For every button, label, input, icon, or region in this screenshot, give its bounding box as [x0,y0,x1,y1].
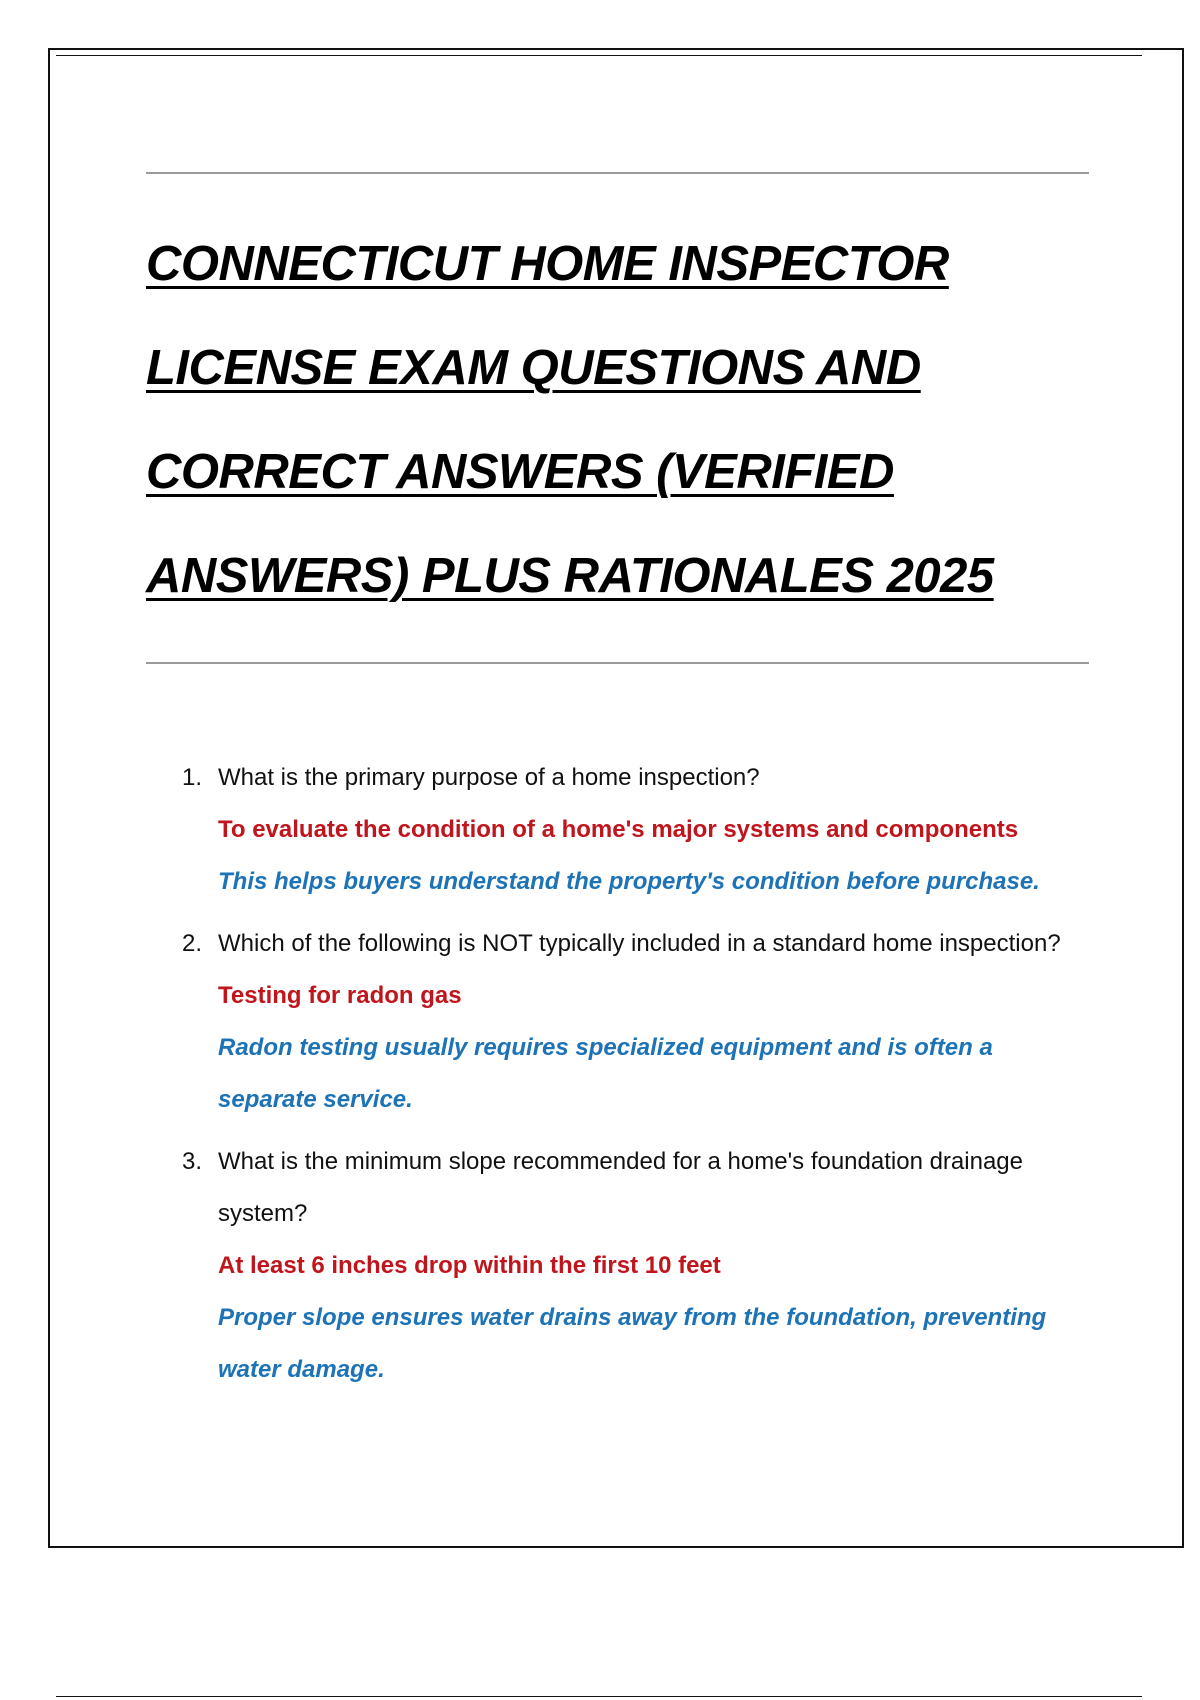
title-top-divider [146,172,1089,174]
title-line: CONNECTICUT HOME INSPECTOR [146,237,949,291]
answer-text: At least 6 inches drop within the first 10 feet [218,1252,721,1279]
question-text: Which of the following is NOT typically included in a standard home inspection? [218,930,1061,957]
answer-text: Testing for radon gas [218,982,462,1009]
title-line: CORRECT ANSWERS (VERIFIED [146,445,894,499]
rationale-text: Radon testing usually requires specialized equipment and is often a separate service. [218,1034,993,1113]
question-number: 3. [182,1148,203,1175]
question-number: 2. [182,930,203,957]
answer-text: To evaluate the condition of a home's major systems and components [218,816,1019,843]
rationale-text: Proper slope ensures water drains away from the foundation, preventing water damage. [218,1304,1047,1383]
title-line: ANSWERS) PLUS RATIONALES 2025 [146,549,994,603]
question-item [176,918,1096,1126]
bottom-rule [56,1696,1142,1697]
question-item [176,1136,1096,1396]
top-border-line [56,55,1142,56]
question-number: 1. [182,764,203,791]
question-text: What is the primary purpose of a home inspection? [218,764,760,791]
rationale-text: This helps buyers understand the property's condition before purchase. [218,868,1040,895]
title-line: LICENSE EXAM QUESTIONS AND [146,341,921,395]
title-bottom-divider [146,662,1089,664]
question-text: What is the minimum slope recommended for a home's foundation drainage system? [218,1148,1023,1227]
question-list [176,752,1096,1406]
question-item [176,752,1096,908]
document-title [146,212,1106,628]
